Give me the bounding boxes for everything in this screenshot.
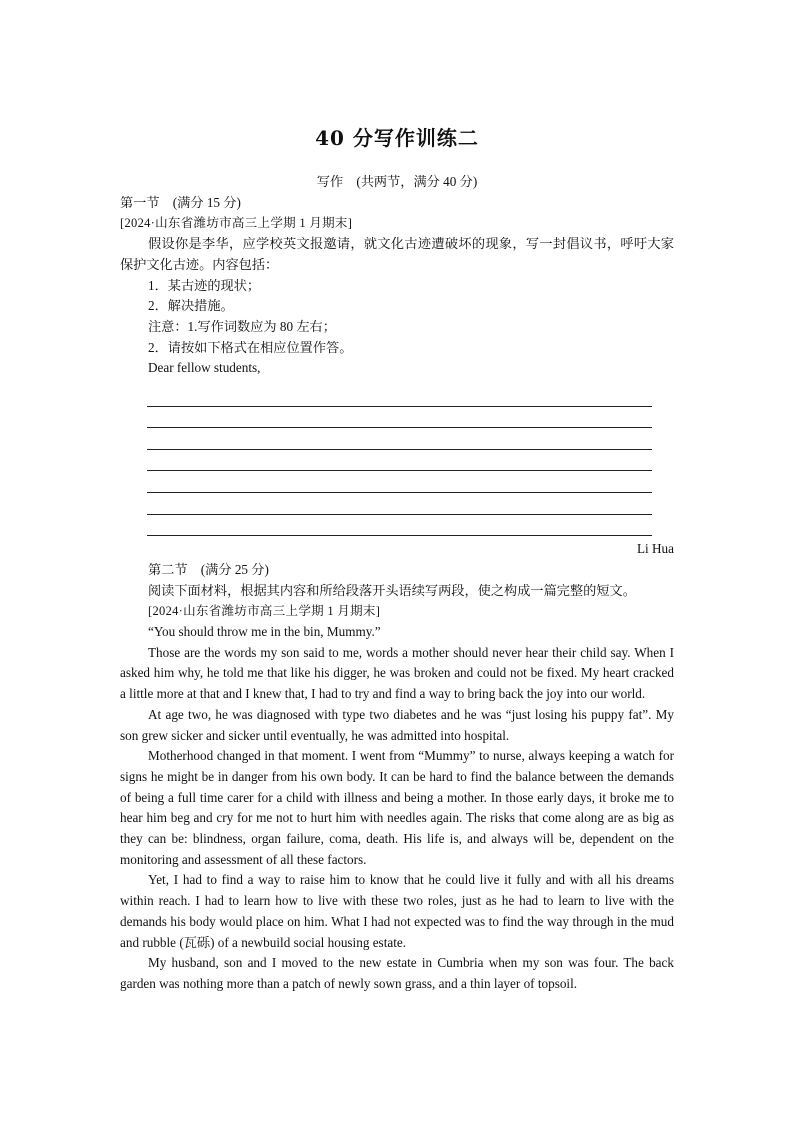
writing-heading: 写作 (共两节，满分 40 分) [316,174,478,189]
letter-greeting: Dear fellow students, [148,360,261,376]
story-paragraph-4: Yet, I had to find a way to raise him to know that he could live it fully and with all his dreams within reach. I had to learn how to live with these two roles, just as he had to learn to live with the demands his body would place on him. What I had not expected was to find the way through in the mud and rubble (瓦砾) of a newbuild social housing estate. [120,872,674,950]
section1-note-2: 2．请按如下格式在相应位置作答。 [148,339,353,355]
section1-heading: 第一节 (满分 15 分) [120,194,241,210]
answer-lines[interactable] [147,385,652,536]
page-title: 40 分写作训练二 [315,126,479,150]
answer-line[interactable] [147,407,652,429]
section2-source: [2024·山东省潍坊市高三上学期 1 月期末] [148,604,381,619]
story-paragraph-3: Motherhood changed in that moment. I went from “Mummy” to nurse, always keeping a watch for signs he might be in danger from his own body. It can be hard to find the balance between the demands of being a full time carer for a child with illness and being a mother. In those early days, it broke me to hear him beg and cry for me not to hurt him with needles again. The risks that come along are as big as they can be: blindness, organ failure, coma, death. His life is, and always will be, dependent on the monitoring and assessment of all these factors. [120,748,674,867]
answer-line[interactable] [147,493,652,515]
section1-note-1: 注意：1.写作词数应为 80 左右； [148,318,336,334]
story-quote: “You should throw me in the bin, Mummy.” [148,624,381,639]
section1-prompt: 假设你是李华，应学校英文报邀请，就文化古迹遭破坏的现象，写一封倡议书，呼吁大家保护文化古迹。内容包括： [120,236,674,272]
answer-line[interactable] [147,385,652,407]
story-paragraph-2: At age two, he was diagnosed with type two diabetes and he was “just losing his puppy fat”. My son grew sicker and sicker until eventually, he was admitted into hospital. [120,706,674,743]
answer-line[interactable] [147,428,652,450]
answer-line[interactable] [147,450,652,472]
answer-line[interactable] [147,471,652,493]
section1-item-2: 2．解决措施。 [148,298,234,314]
section1-item-1: 1．某古迹的现状； [148,277,261,293]
section1-source: [2024·山东省潍坊市高三上学期 1 月期末] [120,216,353,231]
story-paragraph-5: My husband, son and I moved to the new estate in Cumbria when my son was four. The back garden was nothing more than a patch of newly sown grass, and a thin layer of topsoil. [120,955,674,991]
section2-instruction: 阅读下面材料，根据其内容和所给段落开头语续写两段，使之构成一篇完整的短文。 [148,582,636,598]
answer-line[interactable] [147,515,652,537]
story-paragraph-1: Those are the words my son said to me, words a mother should never hear their child say. When I asked him why, he told me that like his digger, he was broken and could not be fixed. My heart cracked a little more at that and I knew that, I had to try and find a way to bring back the joy into our world. [120,644,674,702]
section2-heading: 第二节 (满分 25 分) [148,561,269,577]
document-body [120,172,674,995]
letter-signature: Li Hua [637,541,674,557]
